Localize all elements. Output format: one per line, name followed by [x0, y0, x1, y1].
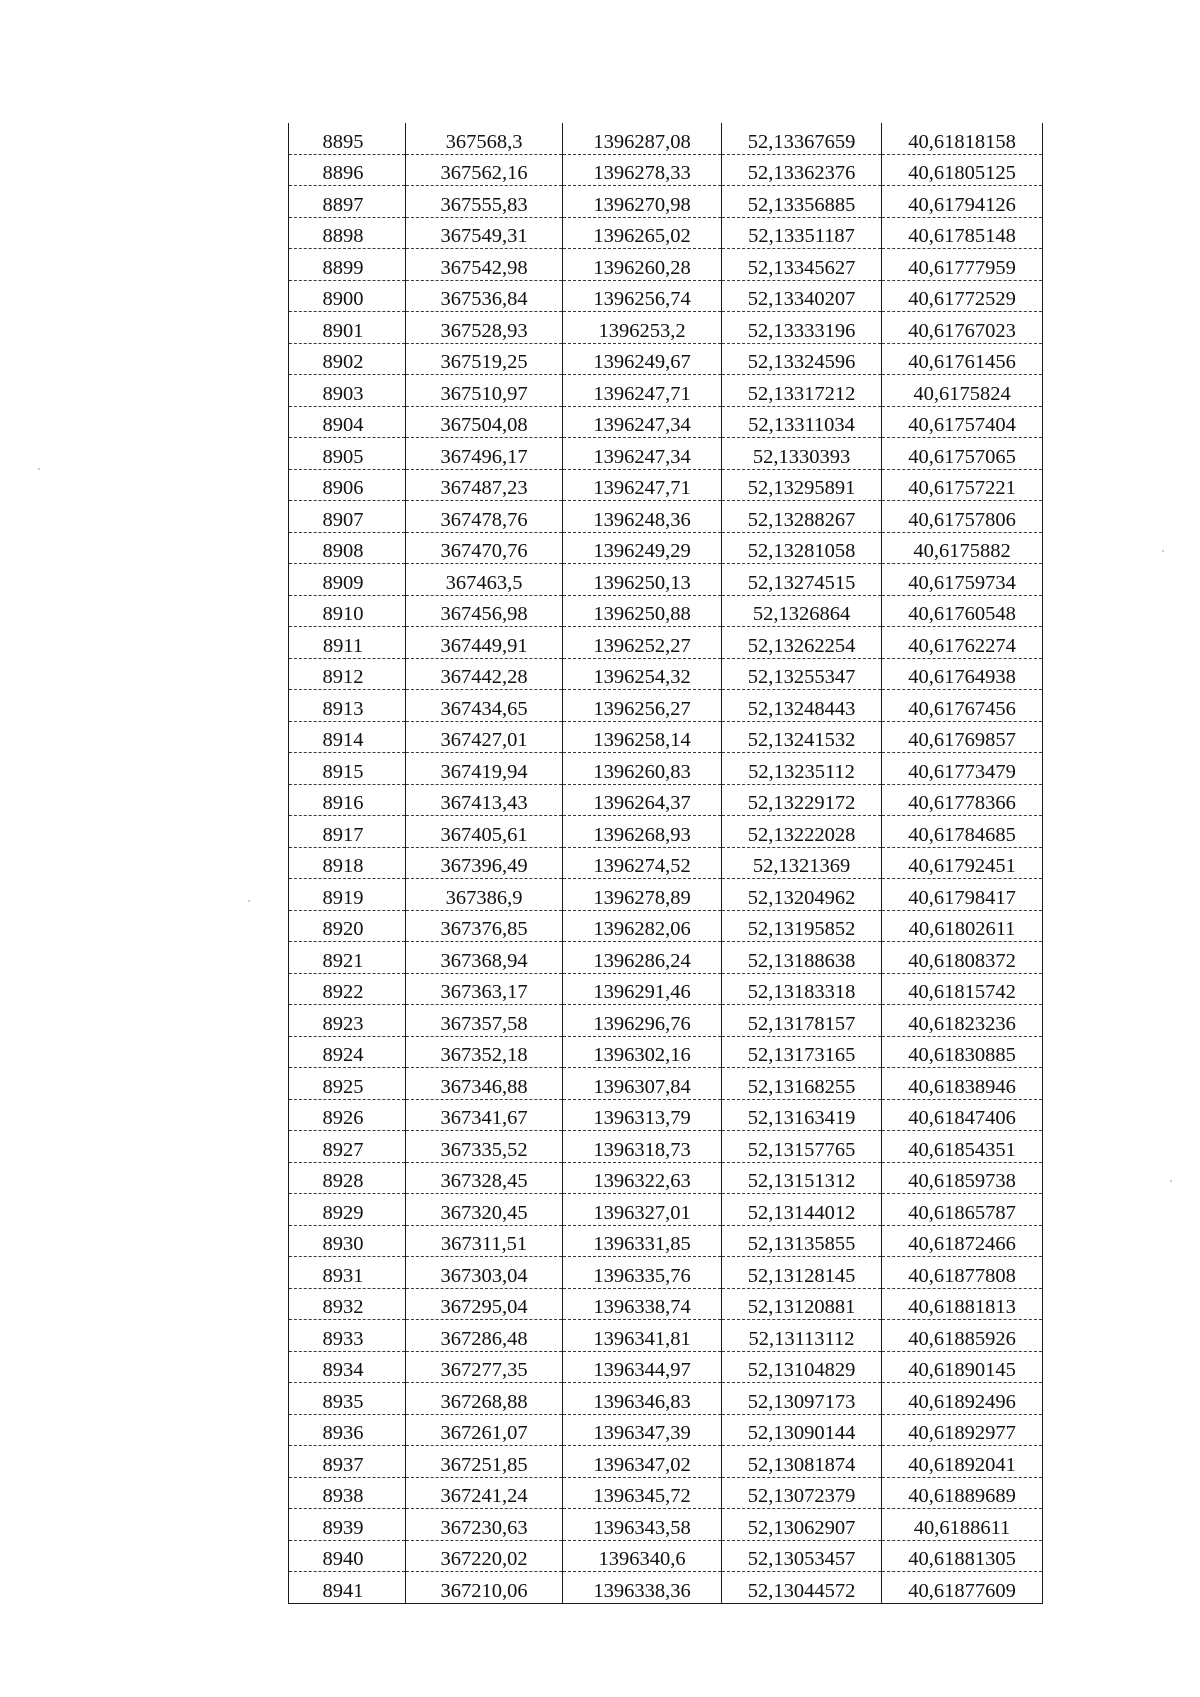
table-row — [289, 123, 1043, 154]
cell-latitude: 52,13097173 — [722, 1383, 882, 1415]
cell-x: 367268,88 — [406, 1383, 563, 1415]
table-row — [289, 1225, 1043, 1257]
cell-latitude: 52,1321369 — [722, 847, 882, 879]
cell-longitude: 40,61805125 — [882, 154, 1043, 186]
cell-point: 8897 — [289, 186, 406, 218]
cell-point: 8923 — [289, 1005, 406, 1037]
cell-point: 8938 — [289, 1477, 406, 1509]
cell-y: 1396343,58 — [563, 1509, 722, 1541]
cell-x: 367442,28 — [406, 658, 563, 690]
cell-latitude: 52,13229172 — [722, 784, 882, 816]
cell-y: 1396256,74 — [563, 280, 722, 312]
cell-x: 367328,45 — [406, 1162, 563, 1194]
cell-longitude: 40,61773479 — [882, 753, 1043, 785]
scan-speck — [38, 468, 40, 470]
cell-point: 8902 — [289, 343, 406, 375]
cell-longitude: 40,61847406 — [882, 1099, 1043, 1131]
table-row — [289, 1446, 1043, 1478]
cell-longitude: 40,61830885 — [882, 1036, 1043, 1068]
cell-x: 367519,25 — [406, 343, 563, 375]
cell-latitude: 52,13351187 — [722, 217, 882, 249]
table-row — [289, 1257, 1043, 1289]
cell-y: 1396327,01 — [563, 1194, 722, 1226]
cell-point: 8907 — [289, 501, 406, 533]
cell-x: 367528,93 — [406, 312, 563, 344]
cell-latitude: 52,13062907 — [722, 1509, 882, 1541]
cell-point: 8941 — [289, 1572, 406, 1604]
cell-point: 8927 — [289, 1131, 406, 1163]
cell-point: 8906 — [289, 469, 406, 501]
cell-point: 8915 — [289, 753, 406, 785]
cell-point: 8924 — [289, 1036, 406, 1068]
cell-longitude: 40,6188611 — [882, 1509, 1043, 1541]
cell-x: 367549,31 — [406, 217, 563, 249]
cell-y: 1396346,83 — [563, 1383, 722, 1415]
cell-latitude: 52,13081874 — [722, 1446, 882, 1478]
cell-x: 367357,58 — [406, 1005, 563, 1037]
cell-latitude: 52,13168255 — [722, 1068, 882, 1100]
cell-x: 367555,83 — [406, 186, 563, 218]
cell-longitude: 40,61777959 — [882, 249, 1043, 281]
cell-x: 367346,88 — [406, 1068, 563, 1100]
table-row — [289, 879, 1043, 911]
table-row — [289, 312, 1043, 344]
cell-y: 1396265,02 — [563, 217, 722, 249]
cell-x: 367320,45 — [406, 1194, 563, 1226]
cell-x: 367368,94 — [406, 942, 563, 974]
cell-y: 1396347,39 — [563, 1414, 722, 1446]
cell-latitude: 52,13157765 — [722, 1131, 882, 1163]
cell-latitude: 52,13053457 — [722, 1540, 882, 1572]
cell-y: 1396338,74 — [563, 1288, 722, 1320]
cell-latitude: 52,13195852 — [722, 910, 882, 942]
cell-x: 367277,35 — [406, 1351, 563, 1383]
cell-x: 367496,17 — [406, 438, 563, 470]
cell-y: 1396274,52 — [563, 847, 722, 879]
table-row — [289, 721, 1043, 753]
cell-point: 8918 — [289, 847, 406, 879]
cell-latitude: 52,13241532 — [722, 721, 882, 753]
table-row — [289, 658, 1043, 690]
cell-x: 367568,3 — [406, 123, 563, 154]
cell-longitude: 40,61838946 — [882, 1068, 1043, 1100]
cell-point: 8934 — [289, 1351, 406, 1383]
cell-point: 8920 — [289, 910, 406, 942]
cell-x: 367386,9 — [406, 879, 563, 911]
cell-latitude: 52,13345627 — [722, 249, 882, 281]
cell-longitude: 40,61794126 — [882, 186, 1043, 218]
cell-point: 8931 — [289, 1257, 406, 1289]
cell-x: 367504,08 — [406, 406, 563, 438]
cell-latitude: 52,13340207 — [722, 280, 882, 312]
cell-longitude: 40,61762274 — [882, 627, 1043, 659]
table-row — [289, 406, 1043, 438]
cell-point: 8936 — [289, 1414, 406, 1446]
cell-latitude: 52,13188638 — [722, 942, 882, 974]
cell-longitude: 40,61808372 — [882, 942, 1043, 974]
table-row — [289, 249, 1043, 281]
cell-latitude: 52,13090144 — [722, 1414, 882, 1446]
cell-longitude: 40,61785148 — [882, 217, 1043, 249]
cell-x: 367413,43 — [406, 784, 563, 816]
cell-x: 367230,63 — [406, 1509, 563, 1541]
cell-longitude: 40,61772529 — [882, 280, 1043, 312]
table-row — [289, 564, 1043, 596]
cell-x: 367303,04 — [406, 1257, 563, 1289]
cell-y: 1396345,72 — [563, 1477, 722, 1509]
cell-x: 367405,61 — [406, 816, 563, 848]
cell-point: 8922 — [289, 973, 406, 1005]
cell-longitude: 40,61767456 — [882, 690, 1043, 722]
cell-longitude: 40,61859738 — [882, 1162, 1043, 1194]
cell-x: 367251,85 — [406, 1446, 563, 1478]
cell-x: 367463,5 — [406, 564, 563, 596]
cell-latitude: 52,13144012 — [722, 1194, 882, 1226]
cell-latitude: 52,13288267 — [722, 501, 882, 533]
cell-latitude: 52,1326864 — [722, 595, 882, 627]
table-row — [289, 1414, 1043, 1446]
table-row — [289, 627, 1043, 659]
cell-x: 367478,76 — [406, 501, 563, 533]
cell-longitude: 40,61890145 — [882, 1351, 1043, 1383]
cell-y: 1396250,88 — [563, 595, 722, 627]
table-row — [289, 942, 1043, 974]
cell-x: 367456,98 — [406, 595, 563, 627]
table-row — [289, 1383, 1043, 1415]
coordinates-table-body — [289, 123, 1043, 1603]
cell-point: 8921 — [289, 942, 406, 974]
table-row — [289, 1036, 1043, 1068]
cell-longitude: 40,61778366 — [882, 784, 1043, 816]
cell-x: 367542,98 — [406, 249, 563, 281]
cell-longitude: 40,61818158 — [882, 123, 1043, 154]
cell-point: 8910 — [289, 595, 406, 627]
cell-longitude: 40,61877609 — [882, 1572, 1043, 1604]
cell-y: 1396247,71 — [563, 469, 722, 501]
table-row — [289, 1288, 1043, 1320]
cell-point: 8896 — [289, 154, 406, 186]
table-row — [289, 1005, 1043, 1037]
cell-longitude: 40,6175824 — [882, 375, 1043, 407]
cell-x: 367352,18 — [406, 1036, 563, 1068]
cell-latitude: 52,13324596 — [722, 343, 882, 375]
table-row — [289, 501, 1043, 533]
cell-latitude: 52,13151312 — [722, 1162, 882, 1194]
cell-point: 8926 — [289, 1099, 406, 1131]
cell-x: 367295,04 — [406, 1288, 563, 1320]
cell-longitude: 40,61815742 — [882, 973, 1043, 1005]
cell-x: 367510,97 — [406, 375, 563, 407]
cell-y: 1396322,63 — [563, 1162, 722, 1194]
cell-point: 8919 — [289, 879, 406, 911]
table-row — [289, 847, 1043, 879]
cell-y: 1396296,76 — [563, 1005, 722, 1037]
cell-latitude: 52,13044572 — [722, 1572, 882, 1604]
cell-point: 8928 — [289, 1162, 406, 1194]
cell-point: 8925 — [289, 1068, 406, 1100]
cell-longitude: 40,61757221 — [882, 469, 1043, 501]
cell-latitude: 52,13183318 — [722, 973, 882, 1005]
cell-y: 1396254,32 — [563, 658, 722, 690]
cell-point: 8932 — [289, 1288, 406, 1320]
cell-latitude: 52,13262254 — [722, 627, 882, 659]
cell-latitude: 52,13333196 — [722, 312, 882, 344]
cell-longitude: 40,61881305 — [882, 1540, 1043, 1572]
cell-longitude: 40,61892496 — [882, 1383, 1043, 1415]
cell-y: 1396249,29 — [563, 532, 722, 564]
cell-latitude: 52,1330393 — [722, 438, 882, 470]
cell-x: 367341,67 — [406, 1099, 563, 1131]
cell-x: 367363,17 — [406, 973, 563, 1005]
cell-longitude: 40,61892041 — [882, 1446, 1043, 1478]
scan-speck — [248, 900, 250, 902]
cell-longitude: 40,61760548 — [882, 595, 1043, 627]
table-row — [289, 1068, 1043, 1100]
cell-point: 8916 — [289, 784, 406, 816]
cell-latitude: 52,13295891 — [722, 469, 882, 501]
cell-longitude: 40,61872466 — [882, 1225, 1043, 1257]
cell-latitude: 52,13104829 — [722, 1351, 882, 1383]
cell-y: 1396260,28 — [563, 249, 722, 281]
table-row — [289, 1099, 1043, 1131]
cell-longitude: 40,61757404 — [882, 406, 1043, 438]
cell-point: 8898 — [289, 217, 406, 249]
cell-y: 1396260,83 — [563, 753, 722, 785]
cell-longitude: 40,61865787 — [882, 1194, 1043, 1226]
cell-x: 367241,24 — [406, 1477, 563, 1509]
cell-x: 367449,91 — [406, 627, 563, 659]
table-row — [289, 973, 1043, 1005]
cell-longitude: 40,61889689 — [882, 1477, 1043, 1509]
table-row — [289, 186, 1043, 218]
cell-longitude: 40,6175882 — [882, 532, 1043, 564]
cell-longitude: 40,61877808 — [882, 1257, 1043, 1289]
table-row — [289, 1131, 1043, 1163]
cell-longitude: 40,61759734 — [882, 564, 1043, 596]
cell-longitude: 40,61798417 — [882, 879, 1043, 911]
cell-longitude: 40,61764938 — [882, 658, 1043, 690]
cell-y: 1396252,27 — [563, 627, 722, 659]
cell-y: 1396287,08 — [563, 123, 722, 154]
cell-latitude: 52,13255347 — [722, 658, 882, 690]
cell-y: 1396247,71 — [563, 375, 722, 407]
cell-longitude: 40,61802611 — [882, 910, 1043, 942]
cell-point: 8933 — [289, 1320, 406, 1352]
cell-longitude: 40,61769857 — [882, 721, 1043, 753]
cell-x: 367419,94 — [406, 753, 563, 785]
cell-longitude: 40,61881813 — [882, 1288, 1043, 1320]
cell-point: 8913 — [289, 690, 406, 722]
cell-point: 8895 — [289, 123, 406, 154]
cell-y: 1396278,89 — [563, 879, 722, 911]
cell-latitude: 52,13248443 — [722, 690, 882, 722]
table-row — [289, 217, 1043, 249]
table-row — [289, 1572, 1043, 1604]
cell-longitude: 40,61761456 — [882, 343, 1043, 375]
cell-y: 1396286,24 — [563, 942, 722, 974]
cell-latitude: 52,13120881 — [722, 1288, 882, 1320]
cell-y: 1396278,33 — [563, 154, 722, 186]
scan-speck — [1170, 1180, 1172, 1182]
cell-y: 1396247,34 — [563, 406, 722, 438]
cell-y: 1396331,85 — [563, 1225, 722, 1257]
cell-y: 1396248,36 — [563, 501, 722, 533]
cell-latitude: 52,13362376 — [722, 154, 882, 186]
cell-y: 1396282,06 — [563, 910, 722, 942]
cell-point: 8899 — [289, 249, 406, 281]
cell-y: 1396247,34 — [563, 438, 722, 470]
cell-latitude: 52,13113112 — [722, 1320, 882, 1352]
cell-x: 367562,16 — [406, 154, 563, 186]
cell-longitude: 40,61892977 — [882, 1414, 1043, 1446]
table-row — [289, 690, 1043, 722]
cell-latitude: 52,13281058 — [722, 532, 882, 564]
cell-y: 1396318,73 — [563, 1131, 722, 1163]
cell-longitude: 40,61854351 — [882, 1131, 1043, 1163]
cell-latitude: 52,13204962 — [722, 879, 882, 911]
cell-point: 8940 — [289, 1540, 406, 1572]
cell-latitude: 52,13367659 — [722, 123, 882, 154]
table-row — [289, 1194, 1043, 1226]
cell-point: 8929 — [289, 1194, 406, 1226]
cell-longitude: 40,61767023 — [882, 312, 1043, 344]
cell-point: 8908 — [289, 532, 406, 564]
table-row — [289, 469, 1043, 501]
cell-longitude: 40,61757806 — [882, 501, 1043, 533]
cell-y: 1396341,81 — [563, 1320, 722, 1352]
cell-y: 1396335,76 — [563, 1257, 722, 1289]
cell-point: 8939 — [289, 1509, 406, 1541]
table-row — [289, 910, 1043, 942]
table-row — [289, 1540, 1043, 1572]
cell-latitude: 52,13072379 — [722, 1477, 882, 1509]
cell-x: 367210,06 — [406, 1572, 563, 1604]
table-row — [289, 1320, 1043, 1352]
cell-x: 367311,51 — [406, 1225, 563, 1257]
cell-y: 1396253,2 — [563, 312, 722, 344]
cell-x: 367427,01 — [406, 721, 563, 753]
cell-y: 1396313,79 — [563, 1099, 722, 1131]
cell-y: 1396338,36 — [563, 1572, 722, 1604]
cell-point: 8911 — [289, 627, 406, 659]
cell-x: 367220,02 — [406, 1540, 563, 1572]
cell-point: 8904 — [289, 406, 406, 438]
table-row — [289, 1162, 1043, 1194]
cell-y: 1396344,97 — [563, 1351, 722, 1383]
table-row — [289, 280, 1043, 312]
cell-longitude: 40,61757065 — [882, 438, 1043, 470]
cell-x: 367470,76 — [406, 532, 563, 564]
cell-point: 8900 — [289, 280, 406, 312]
cell-latitude: 52,13163419 — [722, 1099, 882, 1131]
cell-point: 8917 — [289, 816, 406, 848]
cell-x: 367261,07 — [406, 1414, 563, 1446]
cell-latitude: 52,13222028 — [722, 816, 882, 848]
cell-latitude: 52,13356885 — [722, 186, 882, 218]
cell-x: 367487,23 — [406, 469, 563, 501]
cell-point: 8905 — [289, 438, 406, 470]
cell-y: 1396291,46 — [563, 973, 722, 1005]
cell-latitude: 52,13317212 — [722, 375, 882, 407]
cell-point: 8930 — [289, 1225, 406, 1257]
cell-latitude: 52,13128145 — [722, 1257, 882, 1289]
cell-y: 1396307,84 — [563, 1068, 722, 1100]
cell-y: 1396258,14 — [563, 721, 722, 753]
cell-point: 8912 — [289, 658, 406, 690]
cell-longitude: 40,61784685 — [882, 816, 1043, 848]
cell-latitude: 52,13274515 — [722, 564, 882, 596]
cell-point: 8937 — [289, 1446, 406, 1478]
cell-y: 1396264,37 — [563, 784, 722, 816]
table-row — [289, 784, 1043, 816]
cell-latitude: 52,13173165 — [722, 1036, 882, 1068]
cell-y: 1396249,67 — [563, 343, 722, 375]
table-row — [289, 154, 1043, 186]
cell-x: 367536,84 — [406, 280, 563, 312]
cell-latitude: 52,13178157 — [722, 1005, 882, 1037]
table-row — [289, 595, 1043, 627]
cell-latitude: 52,13135855 — [722, 1225, 882, 1257]
table-row — [289, 816, 1043, 848]
cell-point: 8909 — [289, 564, 406, 596]
table-row — [289, 532, 1043, 564]
cell-x: 367286,48 — [406, 1320, 563, 1352]
cell-point: 8935 — [289, 1383, 406, 1415]
table-row — [289, 343, 1043, 375]
cell-y: 1396302,16 — [563, 1036, 722, 1068]
cell-point: 8901 — [289, 312, 406, 344]
table-row — [289, 1509, 1043, 1541]
table-row — [289, 1477, 1043, 1509]
cell-y: 1396270,98 — [563, 186, 722, 218]
cell-x: 367335,52 — [406, 1131, 563, 1163]
cell-longitude: 40,61792451 — [882, 847, 1043, 879]
cell-y: 1396347,02 — [563, 1446, 722, 1478]
table-row — [289, 375, 1043, 407]
table-row — [289, 1351, 1043, 1383]
cell-latitude: 52,13235112 — [722, 753, 882, 785]
coordinates-table — [288, 123, 1043, 1604]
cell-x: 367396,49 — [406, 847, 563, 879]
cell-longitude: 40,61885926 — [882, 1320, 1043, 1352]
cell-x: 367376,85 — [406, 910, 563, 942]
table-row — [289, 753, 1043, 785]
cell-latitude: 52,13311034 — [722, 406, 882, 438]
cell-x: 367434,65 — [406, 690, 563, 722]
cell-longitude: 40,61823236 — [882, 1005, 1043, 1037]
cell-point: 8903 — [289, 375, 406, 407]
cell-y: 1396256,27 — [563, 690, 722, 722]
cell-point: 8914 — [289, 721, 406, 753]
table-row — [289, 438, 1043, 470]
scan-speck — [1162, 550, 1164, 552]
cell-y: 1396268,93 — [563, 816, 722, 848]
cell-y: 1396250,13 — [563, 564, 722, 596]
cell-y: 1396340,6 — [563, 1540, 722, 1572]
